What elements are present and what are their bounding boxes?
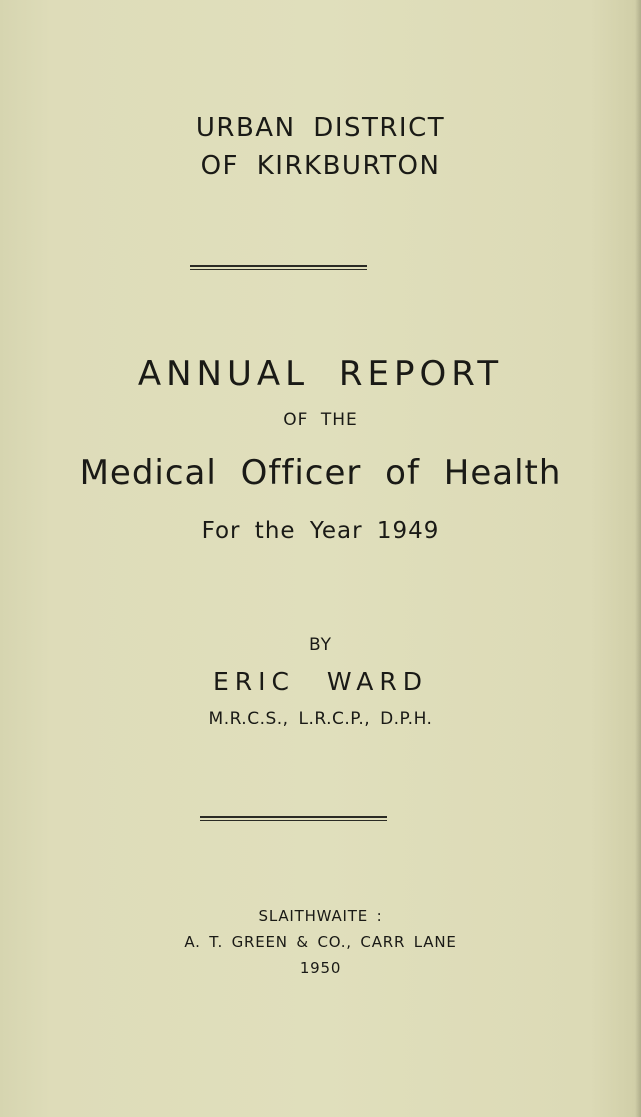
printer-place: SLAITHWAITE : (258, 907, 383, 925)
by-line: BY (308, 635, 333, 655)
report-title: ANNUAL REPORT (137, 354, 504, 394)
printer-name: A. T. GREEN & CO., CARR LANE (184, 933, 457, 951)
author-qualifications: M.R.C.S., L.R.C.P., D.P.H. (208, 709, 433, 729)
of-the-line: OF THE (283, 410, 358, 430)
year-line: For the Year 1949 (201, 518, 440, 544)
district-line-2: OF KIRKBURTON (200, 151, 441, 181)
print-year: 1950 (299, 959, 342, 977)
author-name: ERIC WARD (212, 667, 429, 696)
officer-title: Medical Officer of Health (79, 453, 562, 493)
page-edge-shadow (635, 0, 641, 1117)
district-line-1: URBAN DISTRICT (195, 113, 446, 143)
